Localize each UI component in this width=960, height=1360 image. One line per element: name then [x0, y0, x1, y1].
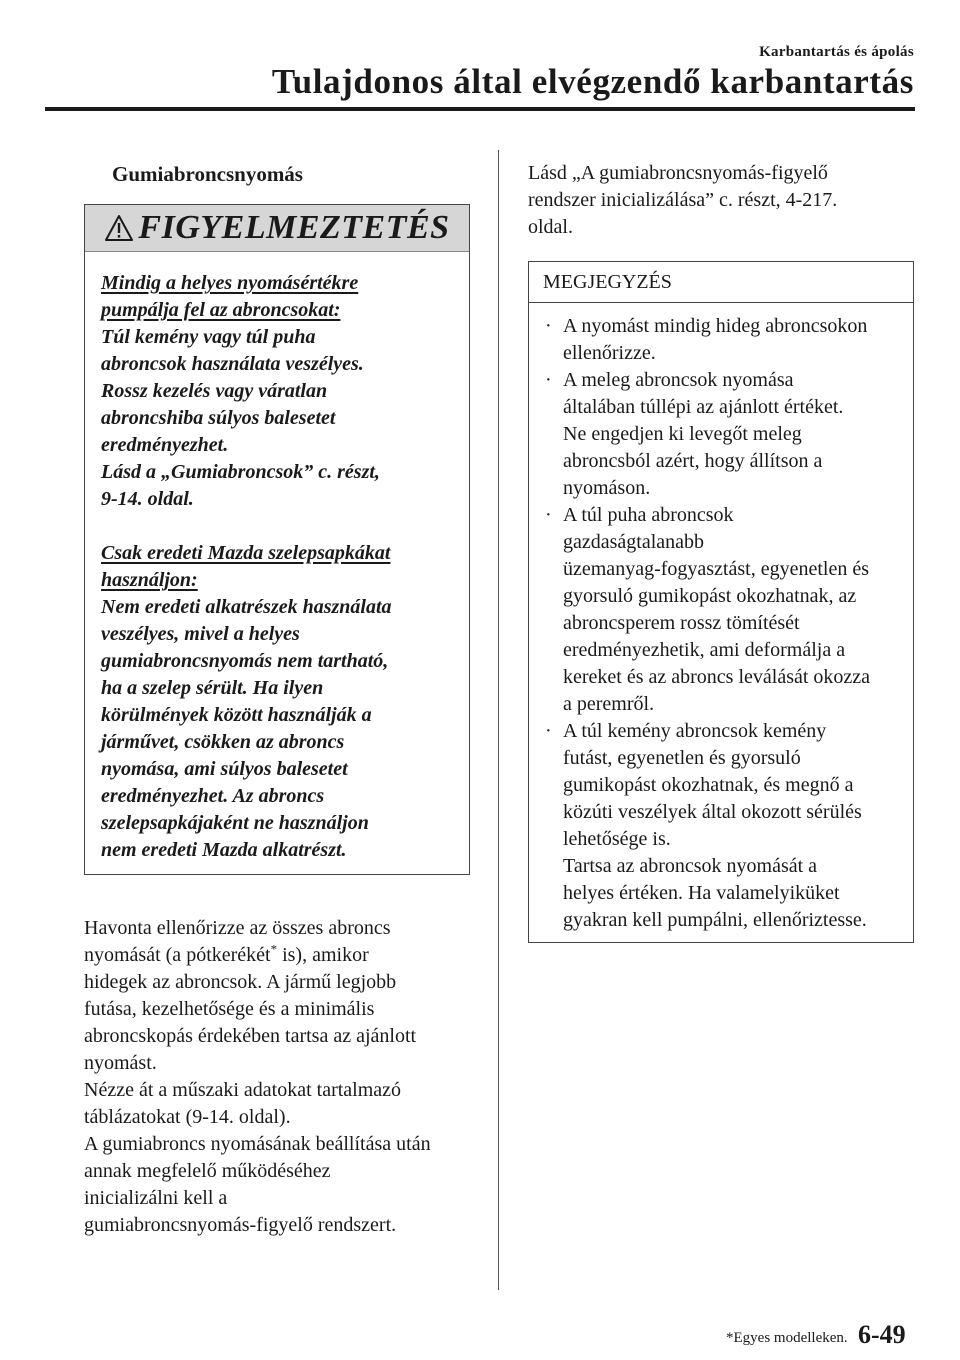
- note-line: közúti veszélyek által okozott sérülés: [563, 801, 862, 823]
- warning-subtitle: használjon:: [101, 569, 198, 591]
- note-line: abroncsperem rossz tömítését: [563, 612, 800, 634]
- warning-header: [85, 205, 469, 252]
- warning-line: Túl kemény vagy túl puha: [101, 326, 316, 348]
- right-column: [528, 160, 914, 943]
- warning-line: 9-14. oldal.: [101, 488, 194, 510]
- intro-line: oldal.: [528, 216, 573, 238]
- body-line: Nézze át a műszaki adatokat tartalmazó: [84, 1079, 402, 1101]
- footnote: *Egyes modelleken.: [726, 1330, 848, 1346]
- note-item: [537, 313, 905, 367]
- warning-line: gumiabroncsnyomás nem tartható,: [101, 650, 389, 672]
- warning-line: nyomása, ami súlyos balesetet: [101, 758, 348, 780]
- warning-line: Nem eredeti alkatrészek használata: [101, 596, 392, 618]
- body-line: annak megfelelő működéséhez: [84, 1160, 331, 1182]
- note-item: [537, 367, 905, 502]
- body-text-span: nyomását (a pótkerékét: [84, 944, 271, 966]
- body-line: A gumiabroncs nyomásának beállítása után: [84, 1133, 431, 1155]
- note-line: általában túllépi az ajánlott értéket.: [563, 396, 844, 418]
- header-rule: [45, 107, 915, 111]
- note-line: nyomáson.: [563, 477, 651, 499]
- bullet-icon: ·: [545, 720, 552, 742]
- bullet-icon: ·: [545, 369, 552, 391]
- note-body: [529, 303, 913, 942]
- body-line: hidegek az abroncsok. A jármű legjobb: [84, 971, 397, 993]
- note-line: Ne engedjen ki levegőt meleg: [563, 423, 802, 445]
- body-text-span: is), amikor: [277, 944, 369, 966]
- body-line: gumiabroncsnyomás-figyelő rendszert.: [84, 1214, 397, 1236]
- note-line: gyakran kell pumpálni, ellenőriztesse.: [563, 909, 867, 931]
- section-label: Karbantartás és ápolás: [759, 44, 914, 60]
- note-line: üzemanyag-fogyasztást, egyenetlen és: [563, 558, 869, 580]
- body-line: inicializálni kell a: [84, 1187, 228, 1209]
- footnote-marker: *: [270, 941, 278, 957]
- note-line: helyes értéken. Ha valamelyiküket: [563, 882, 840, 904]
- note-line: A túl kemény abroncsok kemény: [563, 720, 827, 742]
- warning-line: Lásd a „Gumiabroncsok” c. részt,: [101, 461, 380, 483]
- column-divider: [498, 150, 499, 1290]
- note-line: eredményezhetik, ami deformálja a: [563, 639, 846, 661]
- warning-line: abroncshiba súlyos balesetet: [101, 407, 336, 429]
- warning-box: [84, 204, 470, 875]
- body-line: [84, 942, 470, 969]
- warning-line: körülmények között használják a: [101, 704, 372, 726]
- body-line: abroncskopás érdekében tartsa az ajánlott: [84, 1025, 417, 1047]
- body-line: táblázatokat (9-14. oldal).: [84, 1106, 291, 1128]
- page-number: 6-49: [858, 1320, 906, 1349]
- left-column: [84, 160, 470, 1239]
- note-line: A nyomást mindig hideg abroncsokon: [563, 315, 868, 337]
- note-title: MEGJEGYZÉS: [529, 262, 913, 303]
- note-line: abroncsból azért, hogy állítson a: [563, 450, 823, 472]
- intro-line: Lásd „A gumiabroncsnyomás-figyelő: [528, 162, 828, 184]
- intro-paragraph: [528, 160, 914, 241]
- note-line: Tartsa az abroncsok nyomását a: [563, 855, 818, 877]
- body-line: nyomást.: [84, 1052, 157, 1074]
- body-line: futása, kezelhetősége és a minimális: [84, 998, 375, 1020]
- note-line: gyorsuló gumikopást okozhatnak, az: [563, 585, 857, 607]
- page-title: Tulajdonos által elvégzendő karbantartás: [271, 62, 914, 101]
- intro-line: rendszer inicializálása” c. részt, 4-217.: [528, 189, 838, 211]
- warning-line: veszélyes, mivel a helyes: [101, 623, 300, 645]
- section-heading: Gumiabroncsnyomás: [112, 162, 303, 186]
- warning-line: eredményezhet.: [101, 434, 229, 456]
- note-line: futást, egyenetlen és gyorsuló: [563, 747, 801, 769]
- bullet-icon: ·: [545, 315, 552, 337]
- note-line: kereket és az abroncs leválását okozza: [563, 666, 871, 688]
- note-line: ellenőrizze.: [563, 342, 656, 364]
- note-line: lehetősége is.: [563, 828, 671, 850]
- note-box: [528, 261, 914, 943]
- spacer: [101, 513, 453, 540]
- note-line: a peremről.: [563, 693, 655, 715]
- warning-line: ha a szelep sérült. Ha ilyen: [101, 677, 324, 699]
- warning-subtitle: Mindig a helyes nyomásértékre: [101, 272, 359, 294]
- warning-subtitle: pumpálja fel az abroncsokat:: [101, 299, 341, 321]
- note-item: [537, 502, 905, 718]
- note-line: A meleg abroncsok nyomása: [563, 369, 794, 391]
- warning-line: járművet, csökken az abroncs: [101, 731, 345, 753]
- warning-subtitle: Csak eredeti Mazda szelepsapkákat: [101, 542, 391, 564]
- body-paragraph: [84, 915, 470, 1239]
- warning-line: eredményezhet. Az abroncs: [101, 785, 325, 807]
- warning-line: nem eredeti Mazda alkatrészt.: [101, 839, 347, 861]
- body-line: Havonta ellenőrizze az összes abroncs: [84, 917, 391, 939]
- warning-line: abroncsok használata veszélyes.: [101, 353, 364, 375]
- warning-line: Rossz kezelés vagy váratlan: [101, 380, 328, 402]
- warning-body: [85, 252, 469, 874]
- note-line: gazdaságtalanabb: [563, 531, 705, 553]
- note-item: [537, 718, 905, 934]
- note-line: A túl puha abroncsok: [563, 504, 734, 526]
- warning-title: FIGYELMEZTETÉS: [138, 209, 450, 246]
- warning-triangle-icon: [104, 214, 134, 242]
- note-line: gumikopást okozhatnak, és megnő a: [563, 774, 854, 796]
- bullet-icon: ·: [545, 504, 552, 526]
- warning-line: szelepsapkájaként ne használjon: [101, 812, 369, 834]
